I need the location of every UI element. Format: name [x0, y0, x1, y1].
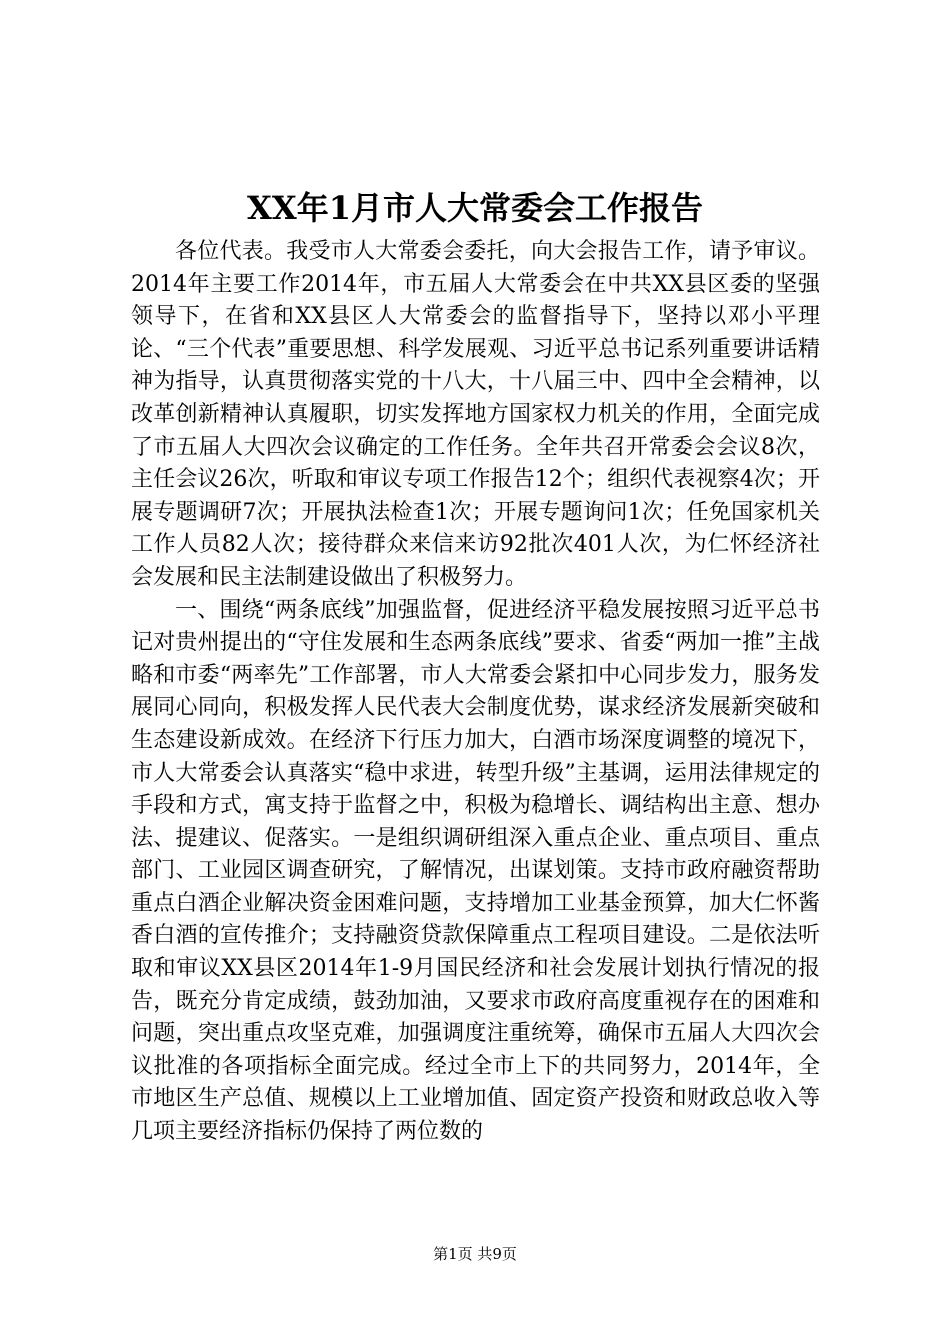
page-footer: 第1页 共9页 [433, 1245, 517, 1263]
document-body [131, 236, 820, 1149]
document-title: XX年1月市人大常委会工作报告 [247, 189, 703, 227]
body-paragraph-2: 一、围绕“两条底线”加强监督，促进经济平稳发展按照习近平总书记对贵州提出的“守住发展和生态两条底线”要求、省委“两加一推”主战略和市委“两率先”工作部署，市人大常委会紧扣中心同步发力，服务发展同心同向，积极发挥人民代表大会制度优势，谋求经济发展新突破和生态建设新成效。在经济下行压力加大，白酒市场深度调整的境况下，市人大常委会认真落实“稳中求进，转型升级”主基调，运用法律规定的手段和方式，寓支持于监督之中，积极为稳增长、调结构出主意、想办法、提建议、促落实。一是组织调研组深入重点企业、重点项目、重点部门、工业园区调查研究，了解情况，出谋划策。支持市政府融资帮助重点白酒企业解决资金困难问题，支持增加工业基金预算，加大仁怀酱香白酒的宣传推介；支持融资贷款保障重点工程项目建设。二是依法听取和审议XX县区2014年1-9月国民经济和社会发展计划执行情况的报告，既充分肯定成绩，鼓劲加油，又要求市政府高度重视存在的困难和问题，突出重点攻坚克难，加强调度注重统筹，确保市五届人大四次会议批准的各项指标全面完成。经过全市上下的共同努力，2014年，全市地区生产总值、规模以上工业增加值、固定资产投资和财政总收入等几项主要经济指标仍保持了两位数的 [131, 597, 820, 1145]
body-paragraph-1: 各位代表。我受市人大常委会委托，向大会报告工作，请予审议。2014年主要工作2014年，市五届人大常委会在中共XX县区委的坚强领导下，在省和XX县区人大常委会的监督指导下，坚持以邓小平理论、“三个代表”重要思想、科学发展观、习近平总书记系列重要讲话精神为指导，认真贯彻落实党的十八大，十八届三中、四中全会精神，以改革创新精神认真履职，切实发挥地方国家权力机关的作用，全面完成了市五届人大四次会议确定的工作任务。全年共召开常委会会议8次，主任会议26次，听取和审议专项工作报告12个；组织代表视察4次；开展专题调研7次；开展执法检查1次；开展专题询问1次；任免国家机关工作人员82人次；接待群众来信来访92批次401人次，为仁怀经济社会发展和民主法制建设做出了积极努力。 [131, 239, 820, 590]
